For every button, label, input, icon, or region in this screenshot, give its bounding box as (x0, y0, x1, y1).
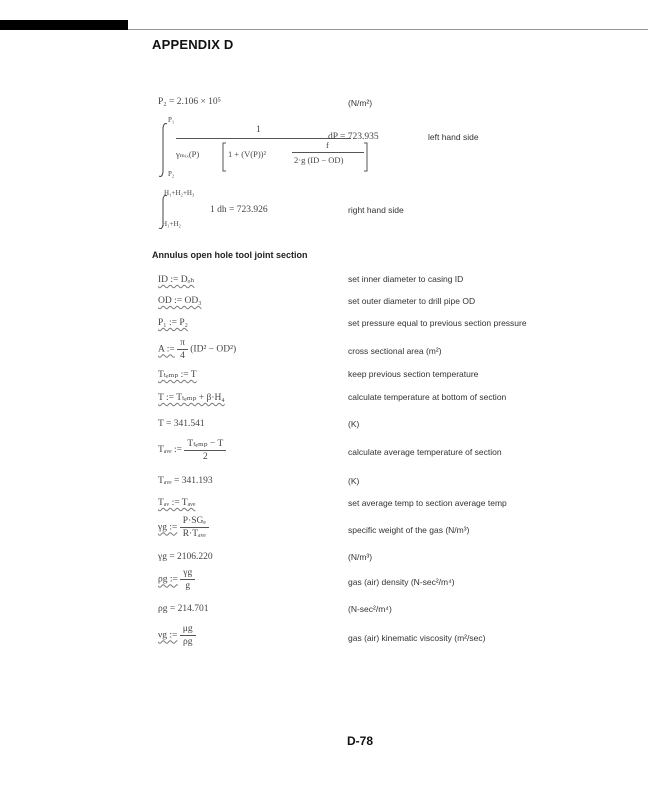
integral-left-hand-side (156, 118, 356, 180)
row-outer-diameter-comment: set outer diameter to drill pipe OD (348, 296, 476, 306)
row-density-value-expr: ρg = 214.701 (158, 604, 209, 614)
row-avg-temp-comment: calculate average temperature of section (348, 447, 502, 457)
row-avg-temp-expr (158, 438, 226, 462)
row-pressure-comment: set pressure equal to previous section pressure (348, 318, 527, 328)
area-frac-num: π (177, 338, 188, 350)
area-frac-den: 4 (180, 351, 185, 361)
bracket-velocity-term: 1 + (V(P))² (228, 149, 267, 159)
row-specific-weight-value-expr: γg = 2106.220 (158, 552, 213, 562)
outer-numerator: 1 (256, 125, 261, 135)
row-set-avg-temp-expr: Tₐᵥ := Tₐᵥₑ (158, 498, 196, 508)
header-rule (128, 29, 648, 30)
rhs-result: 1 dh = 723.926 (210, 205, 268, 215)
specific-weight-lhs: γg := (158, 522, 178, 533)
integral2-lower-limit: H₁+H₂ (162, 220, 181, 228)
inner-fraction-bar (292, 152, 364, 153)
viscosity-fraction (180, 624, 196, 647)
lhs-result: dP = 723.935 (328, 132, 379, 142)
p2-unit: (N/m²) (348, 98, 373, 108)
row-area-comment: cross sectional area (m²) (348, 346, 442, 356)
page-number: D-78 (347, 734, 374, 748)
specific-weight-frac-den: R·Tₐᵥₑ (182, 529, 206, 539)
row-specific-weight-comment: specific weight of the gas (N/m³) (348, 525, 470, 535)
area-tail: (ID² − OD²) (190, 344, 237, 355)
specific-weight-fraction (180, 516, 209, 539)
outer-fraction-bar (176, 138, 351, 139)
section-heading: Annulus open hole tool joint section (152, 250, 308, 260)
row-density-expr (158, 568, 195, 591)
avg-temp-lhs: Tₐᵥₑ := (158, 445, 183, 456)
appendix-title: APPENDIX D (152, 37, 234, 52)
viscosity-lhs: νg := (158, 630, 178, 641)
row-temp-keep-expr: Tₜₑₘₚ := T (158, 370, 197, 380)
avg-temp-frac-den: 2 (202, 452, 208, 462)
row-density-comment: gas (air) density (N-sec²/m⁴) (348, 577, 455, 587)
integral-right-hand-side (156, 190, 216, 230)
row-temp-bottom-expr: T := Tₜₑₘₚ + β·H₄ (158, 393, 225, 403)
row-avg-temp-value-comment: (K) (348, 476, 360, 486)
header-black-bar (0, 20, 128, 30)
inner-denominator: 2·g (ID − OD) (294, 155, 344, 165)
p2-equation: P₂ = 2.106 × 10⁵ (158, 97, 221, 107)
density-frac-den: g (185, 581, 191, 591)
density-lhs: ρg := (158, 574, 178, 585)
density-fraction (180, 568, 195, 591)
lhs-comment: left hand side (428, 132, 479, 142)
integral-upper-limit: P₁ (168, 116, 175, 124)
area-lhs: A := (158, 344, 175, 355)
row-viscosity-expr (158, 624, 196, 647)
integral-lower-limit: P₂ (168, 170, 175, 178)
row-set-avg-temp-comment: set average temp to section average temp (348, 498, 507, 508)
inner-numerator: f (326, 140, 329, 150)
viscosity-frac-den: ρg (182, 637, 193, 647)
rhs-comment: right hand side (348, 205, 404, 215)
row-pressure-expr: P₁ := P₂ (158, 318, 188, 328)
avg-temp-frac-num: Tₜₑₘₚ − T (184, 438, 226, 451)
row-temp-value-expr: T = 341.541 (158, 419, 205, 429)
row-specific-weight-value-comment: (N/m³) (348, 552, 373, 562)
row-inner-diameter-expr: ID := Dₒₕ (158, 275, 195, 285)
gamma-mix-term: γₘᵢₓ(P) (176, 149, 200, 159)
row-density-value-comment: (N-sec²/m⁴) (348, 604, 392, 614)
avg-temp-fraction (184, 438, 226, 462)
specific-weight-frac-num: P·SGₑ (180, 516, 209, 528)
row-inner-diameter-comment: set inner diameter to casing ID (348, 274, 464, 284)
row-outer-diameter-expr: OD := OD₃ (158, 296, 202, 306)
density-frac-num: γg (180, 568, 195, 580)
row-viscosity-comment: gas (air) kinematic viscosity (m²/sec) (348, 633, 486, 643)
row-specific-weight-expr (158, 516, 209, 539)
integral2-upper-limit: H₁+H₂+H₃ (164, 189, 195, 197)
row-temp-bottom-comment: calculate temperature at bottom of section (348, 392, 507, 402)
area-fraction (177, 338, 188, 361)
row-temp-keep-comment: keep previous section temperature (348, 369, 479, 379)
row-area-expr (158, 338, 236, 361)
row-temp-value-comment: (K) (348, 419, 360, 429)
row-avg-temp-value-expr: Tₐᵥₑ = 341.193 (158, 476, 213, 486)
viscosity-frac-num: μg (180, 624, 196, 636)
